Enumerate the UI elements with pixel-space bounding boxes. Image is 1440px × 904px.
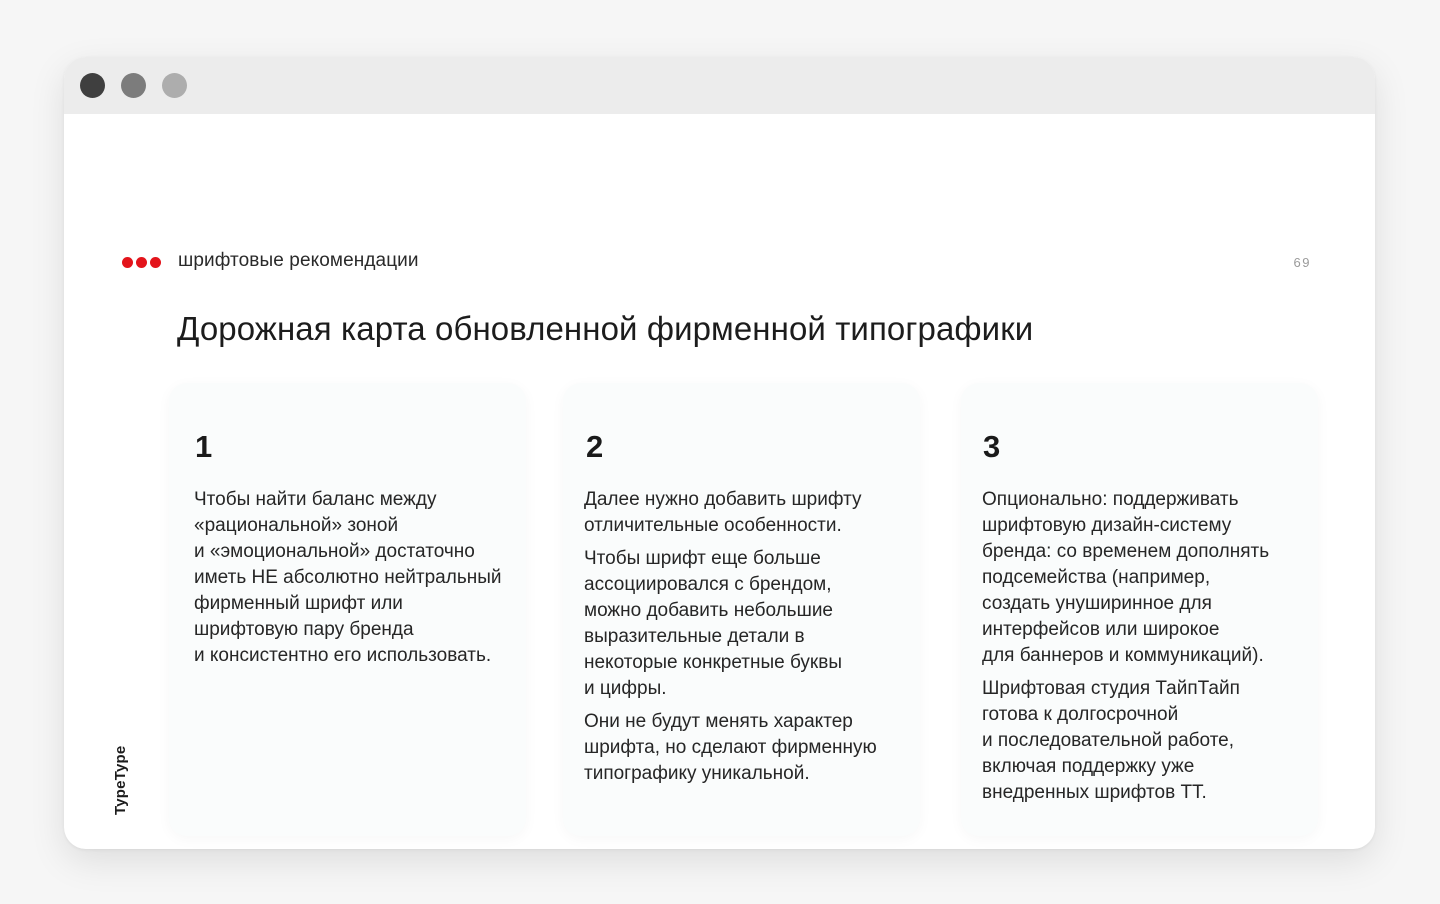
text-line: Чтобы найти баланс между: [194, 489, 437, 510]
text-line: ассоциировался с брендом,: [584, 574, 832, 595]
text-line: подсемейства (например,: [982, 567, 1211, 588]
text-line: выразительные детали в: [584, 626, 805, 647]
text-line: интерфейсов или широкое: [982, 619, 1220, 640]
text-line: типографику уникальной.: [584, 763, 810, 784]
card-text: [584, 487, 910, 794]
text-line: создать унуширинное для: [982, 593, 1212, 614]
text-line: Шрифтовая студия ТайпТайп: [982, 678, 1240, 699]
text-line: Далее нужно добавить шрифту: [584, 489, 862, 510]
roadmap-card-3: [961, 383, 1318, 836]
text-line: и консистентно его использовать.: [194, 645, 492, 666]
text-line: иметь НЕ абсолютно нейтральный: [194, 567, 502, 588]
text-line: Опционально: поддерживать: [982, 489, 1239, 510]
text-line: Чтобы шрифт еще больше: [584, 548, 821, 569]
text-line: Они не будут менять характер: [584, 711, 853, 732]
text-line: шрифтовую пару бренда: [194, 619, 414, 640]
text-line: готова к долгосрочной: [982, 704, 1179, 725]
text-line: и последовательной работе,: [982, 730, 1235, 751]
card-number: 1: [195, 429, 213, 464]
zoom-window-button[interactable]: [162, 73, 187, 98]
text-line: шрифта, но сделают фирменную: [584, 737, 877, 758]
card-paragraph: [584, 546, 910, 702]
card-number: 3: [983, 429, 1001, 464]
card-paragraph: [584, 709, 910, 787]
text-line: и «эмоциональной» достаточно: [194, 541, 475, 562]
text-line: внедренных шрифтов TT.: [982, 782, 1207, 803]
close-window-button[interactable]: [80, 73, 105, 98]
text-line: бренда: со временем дополнять: [982, 541, 1270, 562]
card-paragraph: [982, 487, 1312, 669]
text-line: шрифтовую дизайн-систему: [982, 515, 1232, 536]
card-text: [982, 487, 1312, 813]
text-line: отличительные особенности.: [584, 515, 842, 536]
page-number: 69: [1293, 255, 1311, 270]
window-titlebar: [64, 57, 1375, 114]
roadmap-card-1: [169, 383, 526, 836]
card-number: 2: [586, 429, 604, 464]
text-line: фирменный шрифт или: [194, 593, 403, 614]
presentation-slide: [64, 114, 1375, 849]
text-line: «рациональной» зоной: [194, 515, 399, 536]
card-text: [194, 487, 520, 676]
text-line: можно добавить небольшие: [584, 600, 834, 621]
roadmap-card-2: [563, 383, 920, 836]
text-line: некоторые конкретные буквы: [584, 652, 842, 673]
text-line: и цифры.: [584, 678, 667, 699]
brand-dots-icon: [122, 257, 161, 269]
text-line: включая поддержку уже: [982, 756, 1195, 777]
minimize-window-button[interactable]: [121, 73, 146, 98]
card-paragraph: [982, 676, 1312, 806]
card-paragraph: [584, 487, 910, 539]
section-label: шрифтовые рекомендации: [178, 250, 419, 271]
text-line: для баннеров и коммуникаций).: [982, 645, 1264, 666]
browser-window: [64, 57, 1375, 849]
typetype-logo: TypeType: [112, 745, 129, 815]
slide-title: Дорожная карта обновленной фирменной типографики: [177, 310, 1034, 347]
card-paragraph: [194, 487, 520, 669]
